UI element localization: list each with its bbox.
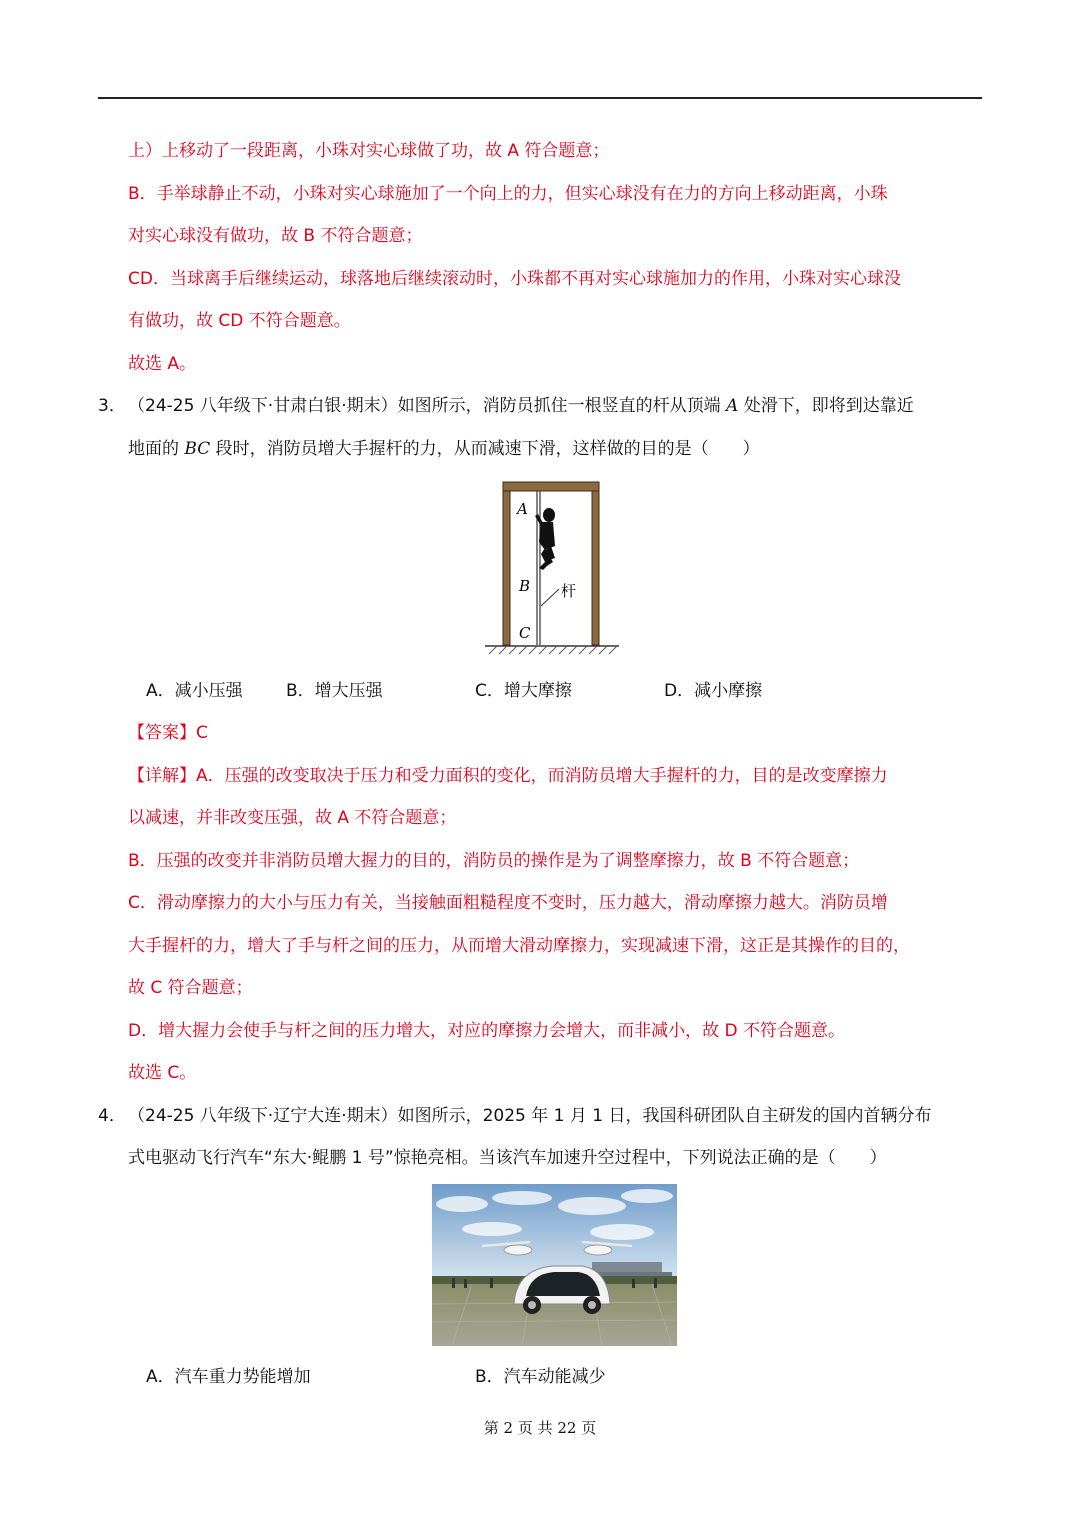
- explanation-option-cd-cont: 有做功，故 CD 不符合题意。: [128, 311, 351, 331]
- flying-car-illustration: [432, 1184, 677, 1346]
- point-b-label: B: [519, 577, 531, 595]
- option-c[interactable]: C．增大摩擦: [475, 681, 572, 701]
- question-3-options: [98, 670, 982, 712]
- question-number: 4．: [98, 1105, 126, 1126]
- detail-option-c-cont2: 故 C 符合题意；: [128, 978, 253, 998]
- detail-option-a-cont: 以减速，并非改变压强，故 A 不符合题意；: [128, 808, 457, 828]
- option-a[interactable]: A．减小压强: [146, 681, 243, 701]
- pole-label: 杆: [561, 582, 577, 600]
- page-content: [98, 130, 982, 1398]
- header-rule: [98, 97, 982, 99]
- flying-car-figure: [98, 1184, 982, 1352]
- question-4-options: [98, 1356, 982, 1398]
- question-3-stem-cont: [98, 428, 982, 471]
- firefighter-pole-figure: [98, 476, 982, 666]
- flying-car-photo: [432, 1184, 677, 1346]
- point-c-label: C: [519, 624, 531, 642]
- explanation-option-b-cont: 对实心球没有做功，故 B 不符合题意；: [128, 226, 423, 246]
- explanation-choice: 故选 A。: [128, 353, 197, 374]
- question-number: 3．: [98, 396, 126, 416]
- variable-a: A: [726, 396, 739, 416]
- question-text: 地面的: [128, 438, 185, 459]
- point-a-label: A: [517, 500, 528, 518]
- option-b[interactable]: B．增大压强: [286, 681, 383, 701]
- question-3-stem: [98, 385, 982, 428]
- question-4-stem-cont: 式电驱动飞行汽车“东大·鲲鹏 1 号”惊艳亮相。当该汽车加速升空过程中，下列说法正确的是（ ）: [128, 1148, 887, 1168]
- answer-tag: 【答案】: [128, 723, 196, 743]
- detail-option-b: B．压强的改变并非消防员增大握力的目的，消防员的操作是为了调整摩擦力，故 B 不符合题意；: [128, 850, 860, 871]
- detail-option-c: C．滑动摩擦力的大小与压力有关，当接触面粗糙程度不变时，压力越大，滑动摩擦力越大。消防员增: [128, 893, 888, 913]
- detail-text: A．压强的改变取决于压力和受力面积的变化，而消防员增大手握杆的力，目的是改变摩擦力: [196, 765, 888, 786]
- detail-tag: 【详解】: [128, 765, 196, 786]
- variable-bc: BC: [184, 438, 211, 459]
- answer-line: [98, 712, 982, 755]
- question-4-stem: [98, 1095, 982, 1138]
- question-text: （24-25 八年级下·辽宁大连·期末）如图所示，2025 年 1 月 1 日，我国科研团队自主研发的国内首辆分布: [128, 1105, 932, 1126]
- detail-choice: 故选 C。: [128, 1063, 197, 1083]
- detail-option-c-cont: 大手握杆的力，增大了手与杆之间的压力，从而增大滑动摩擦力，实现减速下滑，这正是其操作的目的，: [128, 935, 910, 956]
- detail-option-a: [98, 755, 982, 798]
- detail-option-d: D．增大握力会使手与杆之间的压力增大，对应的摩擦力会增大，而非减小，故 D 不符合题意。: [128, 1020, 845, 1041]
- option-b[interactable]: B．汽车动能减少: [475, 1366, 606, 1387]
- firefighter-pole-diagram: [483, 476, 623, 666]
- question-text: （24-25 八年级下·甘肃白银·期末）如图所示，消防员抓住一根竖直的杆从顶端: [128, 396, 727, 416]
- question-text: 处滑下，即将到达靠近: [738, 396, 914, 416]
- page-footer: 第 2 页 共 22 页: [483, 1419, 597, 1437]
- question-text: 段时，消防员增大手握杆的力，从而减速下滑，这样做的目的是（ ）: [210, 438, 760, 459]
- option-a[interactable]: A．汽车重力势能增加: [146, 1366, 311, 1387]
- answer-value: C: [196, 723, 208, 743]
- explanation-line: 上）上移动了一段距离，小珠对实心球做了功，故 A 符合题意；: [128, 141, 610, 161]
- explanation-option-cd: CD．当球离手后继续运动，球落地后继续滚动时，小珠都不再对实心球施加力的作用，小珠对实心球没: [128, 268, 901, 289]
- option-d[interactable]: D．减小摩擦: [664, 681, 763, 701]
- explanation-option-b: B．手举球静止不动，小珠对实心球施加了一个向上的力，但实心球没有在力的方向上移动距离，小珠: [128, 183, 888, 204]
